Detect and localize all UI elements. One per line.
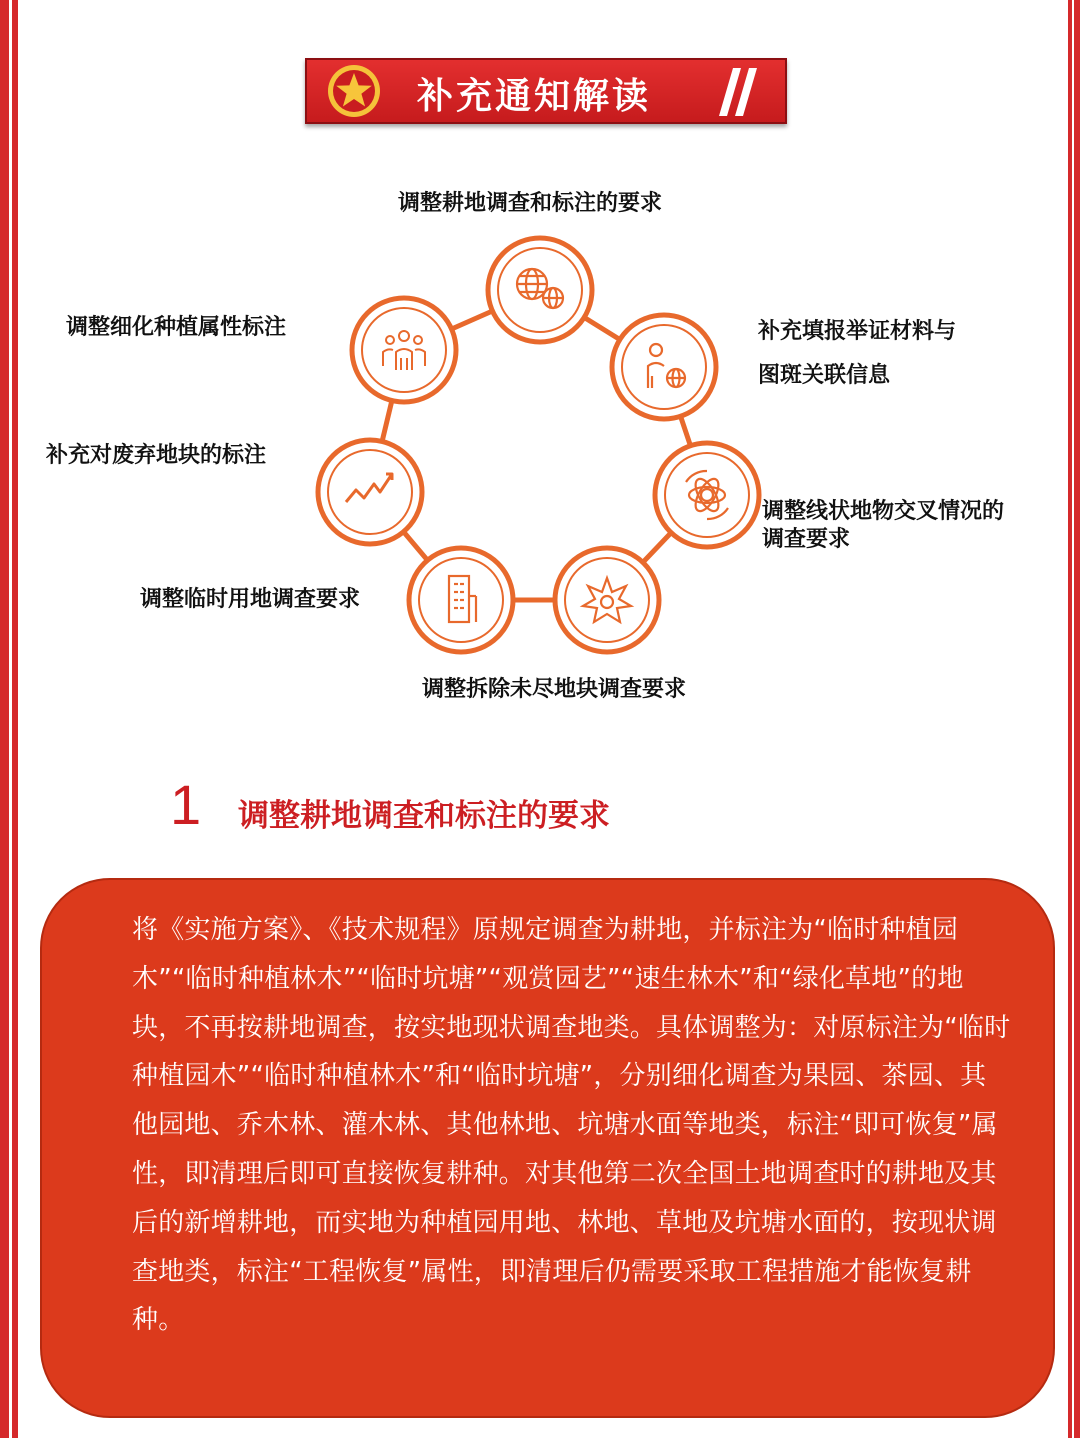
ring-node (352, 298, 456, 402)
ring-label-5: 调整临时用地调查要求 (140, 587, 361, 612)
ring-label-7: 调整细化种植属性标注 (66, 315, 287, 340)
section-number: 1 (170, 773, 202, 836)
ring-label-4: 调整拆除未尽地块调查要求 (422, 677, 687, 702)
ring-label-3 (762, 500, 1004, 552)
ring-label-2 (758, 320, 956, 388)
page-title: 补充通知解读 (417, 76, 652, 117)
ring-node (612, 315, 716, 419)
section-title: 调整耕地调查和标注的要求 (238, 798, 610, 834)
ring-node (409, 548, 513, 652)
content-box (40, 878, 1055, 1418)
ring-node (655, 443, 759, 547)
ring-label-2-line2: 图斑关联信息 (758, 363, 891, 388)
body-paragraph: 将《实施方案》、《技术规程》原规定调查为耕地，并标注为“临时种植园木”“临时种植林木”“临时坑塘”“观赏园艺”“速生林木”和“绿化草地”的地块，不再按耕地调查，按实地现状调查地类。具体调整为：对原标注为“临时种植园木”“临时种植林木”和“临时坑塘”，分别细化调查为果园、茶园、其他园地、乔木林、灌木林、其他林地、坑塘水面等地类，标注“即可恢复”属性，即清理后即可直接恢复耕种。对其他第二次全国土地调查时的耕地及其后的新增耕地，而实地为种植园用地、林地、草地及坑塘水面的，按现状调查地类，标注“工程恢复”属性，即清理后仍需要采取工程措施才能恢复耕种。 (132, 915, 1011, 1336)
ring-label-1: 调整耕地调查和标注的要求 (398, 191, 663, 216)
ring-node (318, 440, 422, 544)
ring-node (555, 548, 659, 652)
ring-node (488, 238, 592, 342)
ring-label-3-line2: 调查要求 (762, 527, 851, 552)
ring-label-2-line1: 补充填报举证材料与 (758, 319, 957, 344)
ring-label-6: 补充对废弃地块的标注 (46, 443, 267, 468)
ring-label-3-line1: 调整线状地物交叉情况的 (762, 499, 1005, 524)
